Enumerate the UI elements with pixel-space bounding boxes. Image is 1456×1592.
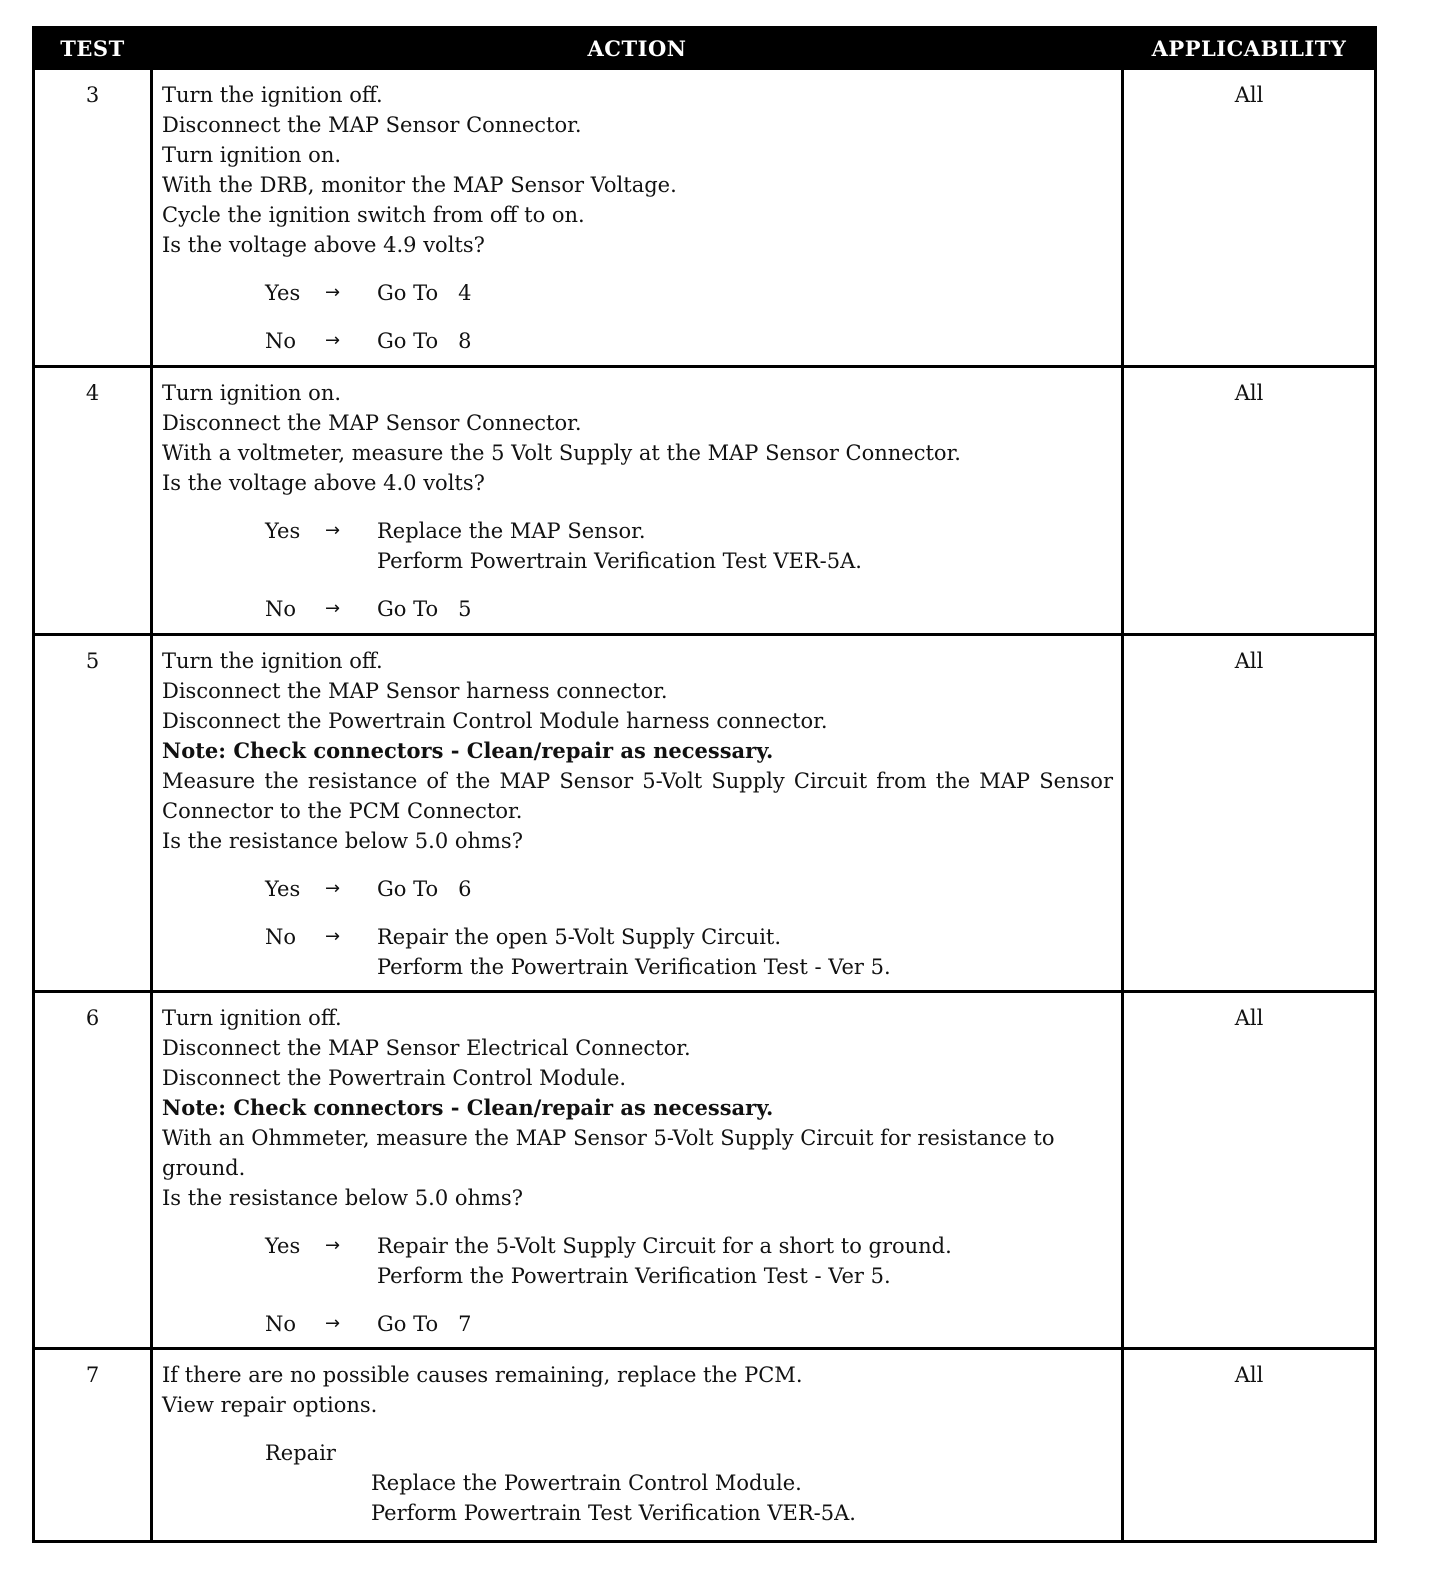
applicability: All: [1123, 992, 1376, 1349]
outcome-no: [265, 1309, 1113, 1339]
test-number: 5: [34, 635, 152, 992]
outcome-result: Perform the Powertrain Verification Test - Ver 5.: [377, 955, 891, 979]
outcome-yes: [265, 1231, 1113, 1291]
action-cell: [152, 367, 1123, 635]
diagnostic-test-table-sheet: [32, 26, 1374, 1543]
test-row-4: [34, 367, 1376, 635]
outcome-result: Perform Powertrain Verification Test VER-5A.: [377, 549, 862, 573]
header-test: TEST: [34, 28, 152, 69]
test-number: 7: [34, 1349, 152, 1542]
outcome-answer: No: [265, 597, 297, 621]
test-number: 4: [34, 367, 152, 635]
action-line: With a voltmeter, measure the 5 Volt Supply at the MAP Sensor Connector.: [162, 441, 961, 465]
repair-lines: [371, 1468, 1113, 1528]
outcome-result: Go To 8: [377, 329, 472, 353]
outcome-answer: Yes: [265, 1234, 301, 1258]
action-line: Disconnect the Powertrain Control Module harness connector.: [162, 709, 828, 733]
applicability: All: [1123, 367, 1376, 635]
applicability: All: [1123, 1349, 1376, 1542]
action-cell: [152, 635, 1123, 992]
outcome-result: Go To 4: [377, 281, 472, 305]
action-question: Is the voltage above 4.0 volts?: [162, 471, 485, 495]
repair-line: Replace the Powertrain Control Module.: [371, 1471, 802, 1495]
outcome-answer: No: [265, 329, 297, 353]
outcome-answer: No: [265, 1312, 297, 1336]
test-number: 3: [34, 69, 152, 367]
action-line: With an Ohmmeter, measure the MAP Sensor 5-Volt Supply Circuit for resistance to ground.: [162, 1126, 1062, 1180]
action-line: Disconnect the MAP Sensor Connector.: [162, 113, 582, 137]
outcome-result: Repair the 5-Volt Supply Circuit for a short to ground.: [377, 1234, 952, 1258]
test-row-6: [34, 992, 1376, 1349]
action-cell: [152, 1349, 1123, 1542]
diagnostic-test-table: [32, 26, 1377, 1543]
action-line: Turn ignition on.: [162, 381, 342, 405]
action-cell: [152, 69, 1123, 367]
action-line: Turn ignition off.: [162, 1006, 342, 1030]
test-number: 6: [34, 992, 152, 1349]
outcome-yes: [265, 516, 1113, 576]
outcome-answer: No: [265, 925, 297, 949]
outcome-result: Go To 7: [377, 1312, 472, 1336]
test-row-7: [34, 1349, 1376, 1542]
action-cell: [152, 992, 1123, 1349]
header-action: ACTION: [152, 28, 1123, 69]
header-row: [34, 28, 1376, 69]
outcome-result: Go To 5: [377, 597, 472, 621]
right-arrow-icon: →: [325, 330, 341, 351]
right-arrow-icon: →: [325, 1313, 341, 1334]
right-arrow-icon: →: [325, 878, 341, 899]
action-line: With the DRB, monitor the MAP Sensor Voltage.: [162, 173, 677, 197]
outcome-result: Perform the Powertrain Verification Test - Ver 5.: [377, 1264, 891, 1288]
outcomes: [265, 278, 1113, 356]
outcome-answer: Yes: [265, 281, 301, 305]
outcome-no: [265, 594, 1113, 624]
outcomes: [265, 1231, 1113, 1339]
action-question: Is the voltage above 4.9 volts?: [162, 233, 485, 257]
applicability: All: [1123, 69, 1376, 367]
action-line: Turn ignition on.: [162, 143, 342, 167]
outcome-no: [265, 326, 1113, 356]
action-question: Is the resistance below 5.0 ohms?: [162, 829, 523, 853]
outcome-yes: [265, 278, 1113, 308]
action-line: Disconnect the Powertrain Control Module.: [162, 1066, 627, 1090]
outcomes: [265, 874, 1113, 982]
action-question: Is the resistance below 5.0 ohms?: [162, 1186, 523, 1210]
action-line: Turn the ignition off.: [162, 649, 383, 673]
outcome-yes: [265, 874, 1113, 904]
right-arrow-icon: →: [325, 926, 341, 947]
action-line: View repair options.: [162, 1393, 378, 1417]
action-line: Cycle the ignition switch from off to on.: [162, 203, 585, 227]
test-row-5: [34, 635, 1376, 992]
action-line: Measure the resistance of the MAP Sensor 5-Volt Supply Circuit from the MAP Sensor Connector to the PCM Connector.: [162, 769, 1113, 823]
action-line: Disconnect the MAP Sensor Electrical Connector.: [162, 1036, 691, 1060]
outcome-result: Repair the open 5-Volt Supply Circuit.: [377, 925, 782, 949]
action-line: If there are no possible causes remaining, replace the PCM.: [162, 1363, 803, 1387]
outcome-result: Go To 6: [377, 877, 472, 901]
repair-line: Perform Powertrain Test Verification VER-5A.: [371, 1501, 856, 1525]
right-arrow-icon: →: [325, 520, 341, 541]
right-arrow-icon: →: [325, 1235, 341, 1256]
outcomes: [265, 516, 1113, 624]
outcome-result: Replace the MAP Sensor.: [377, 519, 646, 543]
repair-label: Repair: [265, 1441, 336, 1465]
header-applicability: APPLICABILITY: [1123, 28, 1376, 69]
applicability: All: [1123, 635, 1376, 992]
outcome-answer: Yes: [265, 877, 301, 901]
action-note: Note: Check connectors - Clean/repair as necessary.: [162, 1095, 774, 1120]
right-arrow-icon: →: [325, 598, 341, 619]
test-row-3: [34, 69, 1376, 367]
action-line: Disconnect the MAP Sensor harness connector.: [162, 679, 668, 703]
action-note: Note: Check connectors - Clean/repair as necessary.: [162, 738, 774, 763]
action-line: Turn the ignition off.: [162, 83, 383, 107]
outcome-answer: Yes: [265, 519, 301, 543]
outcome-no: [265, 922, 1113, 982]
action-line: Disconnect the MAP Sensor Connector.: [162, 411, 582, 435]
right-arrow-icon: →: [325, 282, 341, 303]
